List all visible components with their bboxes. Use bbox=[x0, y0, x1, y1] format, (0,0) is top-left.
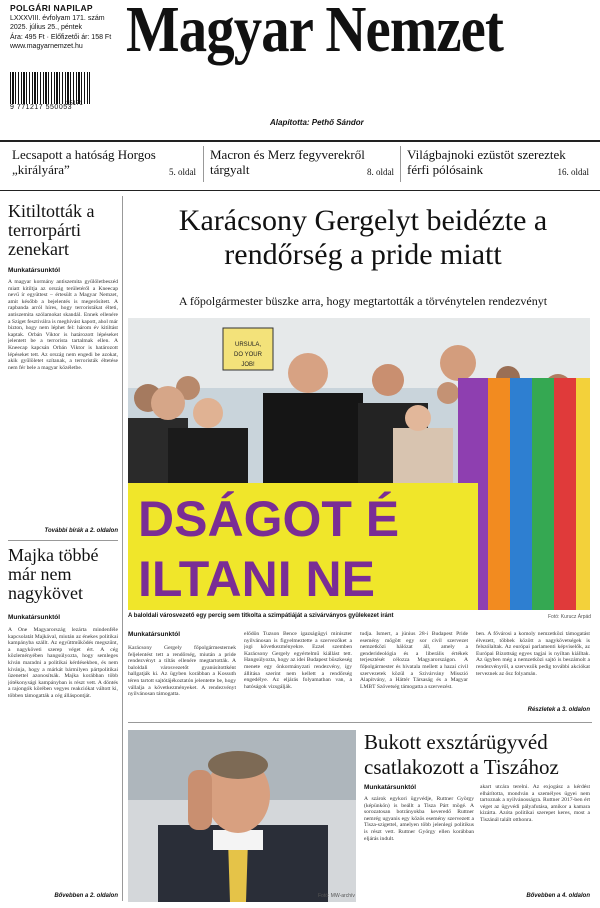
teaser-rule bbox=[0, 190, 600, 191]
lead-headline[interactable]: Karácsony Gergelyt beidézte a rendőrség a pride miatt bbox=[178, 204, 548, 271]
second-photo bbox=[128, 730, 356, 902]
barcode-bars bbox=[10, 72, 90, 104]
second-column-2: akart utcára terelni. Az exjogász a kérdést elhárította, mondván a személyes ügyei nem tartoznak a nyilvánosságra. Ruttner 2017-ben ért véget az ügyvédi pályafutása, amikor a kamara kizárta. Azóta politikai szerepet keres, most a Tiszánál talált otthonra. bbox=[480, 784, 590, 823]
left-article-2-byline: Munkatársunktól bbox=[8, 614, 61, 621]
website: www.magyarnemzet.hu bbox=[10, 43, 83, 50]
left-divider bbox=[8, 540, 118, 541]
teaser-2[interactable] bbox=[206, 145, 398, 183]
second-photo-credit: Fotó: MW-archív bbox=[318, 893, 355, 899]
svg-text:DO YOUR: DO YOUR bbox=[234, 352, 262, 358]
barcode-number: 9 771217 550053 bbox=[10, 104, 72, 111]
lawyer-portrait-illustration bbox=[128, 730, 356, 902]
section-divider bbox=[128, 722, 592, 723]
teaser-2-text: Macron és Merz fegyverekről tárgyalt bbox=[210, 147, 365, 177]
teaser-1-page: 5. oldal bbox=[169, 167, 196, 177]
founder-line: Alapította: Pethő Sándor bbox=[270, 118, 364, 127]
second-headline[interactable]: Bukott exsztárügyvéd csatlakozott a Tiszához bbox=[364, 730, 559, 779]
lead-column-1: Karácsony Gergely főpolgármesternek feljelentést tett a rendőrség, miután a pride rendezvényt a tiltás ellenére megtartották. A baloldali városvezetőt gyanúsítottként hallgatják ki. Az ügyben korábban a Kossuth téren tartott sajtótájékoztatón jelentette be, hogy vállalja a következményeket. A rendezvényt nyilvánosan támogatta. bbox=[128, 645, 236, 698]
second-column-1: A szárok egykori ügyvédje, Ruttner György (képünkön) is beállt a Tisza Párt mögé. A sorozatosan botrányokba keveredő Ruttner nemrég ugyanis egy közös esemény szervezett a Tisza-szigettel, amelyen több jelenlegi politikus is részt vett. Ruttner György ellen korábban eljárás indult. bbox=[364, 796, 474, 842]
lead-column-2: elődön Tuzson Bence igazságügyi miniszter nyilvánosan is figyelmeztette a szervezőket a jogi következményekre. Ezzel szemben Karácsony Gergely egyértelmű kiállást tett. Hangsúlyozta, hogy az idei Budapest büszkeség menete egy önkormányzati rendezvény, így állítása szerint nem kellett a rendőrség engedélye. Az eljárás folyamatban van, a hatóságok vizsgálják. bbox=[244, 631, 352, 690]
banner-text-top: DSÁGOT É bbox=[138, 491, 400, 547]
lead-subheadline: A főpolgármester büszke arra, hogy megtartották a törvénytelen rendezvényt bbox=[178, 294, 548, 308]
left-article-2-continuation[interactable]: Bővebben a 2. oldalon bbox=[54, 893, 118, 899]
banner-text-bottom: ILTANI NE bbox=[138, 551, 376, 607]
lead-photo bbox=[128, 318, 590, 610]
lead-byline: Munkatársunktól bbox=[128, 631, 181, 638]
left-article-2-body: A One Magyarország lezárta mindenféle kapcsolatát Majkával, miután az énekes politikai kampányba szállt. Az együttműködés megszűnt, a nagyköveti szerep véget ért. A cég közleményében hangsúlyozta, hogy semleges kíván maradni a politikai kérdésekben, és nem kívánja, hogy a márkát bármilyen pártpolitikai üzenettel azonosítsák. Majka korábban több jótékonysági kampányban is részt vett. A döntés a rajongók körében vegyes reakciókat váltott ki, többen támogatták a cég álláspontját. bbox=[8, 627, 118, 699]
column-divider bbox=[122, 196, 123, 901]
issue-code: 25171 bbox=[66, 101, 83, 107]
volume: LXXXVIII. évfolyam 171. szám bbox=[10, 14, 105, 22]
second-byline: Munkatársunktól bbox=[364, 784, 417, 791]
teaser-divider bbox=[203, 146, 204, 182]
teaser-1[interactable] bbox=[8, 145, 200, 183]
teaser-2-page: 8. oldal bbox=[367, 167, 394, 177]
paper-type: POLGÁRI NAPILAP bbox=[10, 3, 93, 13]
masthead-info bbox=[10, 4, 120, 52]
lead-column-4: ben. A fővárosi a komoly nemzetközi támogatást élvezett, többek között a nagykövetségek is felszólaltak. Az európai parlamenti képviselők, az Európai Bizottság egyes tagjai is nyíltan kiálltak. Az ügyben még a nemzetközi sajtó is beszámolt a rendezvényről, a szervezők pedig további akciókat terveznek az ősz folyamán. bbox=[476, 631, 590, 677]
price: Ára: 495 Ft · Előfizetői ár: 158 Ft bbox=[10, 33, 112, 41]
teaser-3-page: 16. oldal bbox=[557, 167, 589, 177]
second-continuation[interactable]: Bővebben a 4. oldalon bbox=[526, 893, 590, 899]
barcode bbox=[10, 72, 90, 116]
teaser-3[interactable] bbox=[403, 145, 593, 183]
lead-continuation[interactable]: Részletek a 3. oldalon bbox=[527, 707, 590, 713]
left-article-1-body: A magyar kormány antiszemita gyűlöletbeszéd miatt kitiltja az ország területéről a Kneecap nevű ír együttest – értesült a Magyar Nemzet, amit később a bejelentés is megerősített. A rapbanda arról híres, hogy terroristákat élteti, antiszemita szólamokat skandál. Ennek ellenére a Sziget fesztiválra is meghívást kapott, ahol már bizton, hogy nem léphet fel: három év kitiltást kaptak. Orbán Viktor is határozott lépéseket jelentett be a terrorista tartalmak ellen. A Kneecap kapcsán Orbán Viktor is határozott lépéseket tett. Az ország nem engedi be azokat, akik gyűlöletet szítanak, a terroristák éltetése nem fér bele a magyar közéletbe. bbox=[8, 279, 118, 371]
left-article-1-continuation[interactable]: További bírák a 2. oldalon bbox=[44, 528, 118, 534]
left-article-2-headline[interactable]: Majka többé már nem nagykövet bbox=[8, 545, 99, 603]
svg-text:URSULA,: URSULA, bbox=[234, 342, 262, 348]
teaser-1-text: Lecsapott a hatóság Horgos „királyára” bbox=[12, 147, 156, 177]
teaser-3-text: Világbajnoki ezüstöt szereztek férfi pólósaink bbox=[407, 147, 566, 177]
lead-photo-caption: A baloldali városvezető egy percig sem titkolta a szimpátiáját a szivárványos gyülekezet iránt bbox=[128, 613, 394, 619]
masthead-rule bbox=[0, 140, 600, 142]
newspaper-title: Magyar Nemzet bbox=[126, 0, 504, 66]
left-article-1-headline[interactable]: Kitiltották a terrorpárti zenekart bbox=[8, 201, 95, 259]
svg-text:JOB!: JOB! bbox=[241, 362, 255, 368]
teaser-divider bbox=[400, 146, 401, 182]
lead-photo-credit: Fotó: Kurucz Árpád bbox=[548, 614, 592, 620]
issue-date: 2025. július 25., péntek bbox=[10, 24, 82, 31]
lead-column-3: tudja. Ismert, a június 28-i Budapest Pride esemény mögött egy sor civil szervezet nemzetközi hálózat áll, amely a genderideológia és a liberális értékek terjesztését célozza Magyarországon. A főpolgármester és hivatala mellett a hazai civil szervezetek közül a Szivárvány Misszió Alapítvány, a Háttér Társaság és a Magyar LMBT Szövetség támogatta a szervezést. bbox=[360, 631, 468, 690]
left-article-1-byline: Munkatársunktól bbox=[8, 267, 61, 274]
